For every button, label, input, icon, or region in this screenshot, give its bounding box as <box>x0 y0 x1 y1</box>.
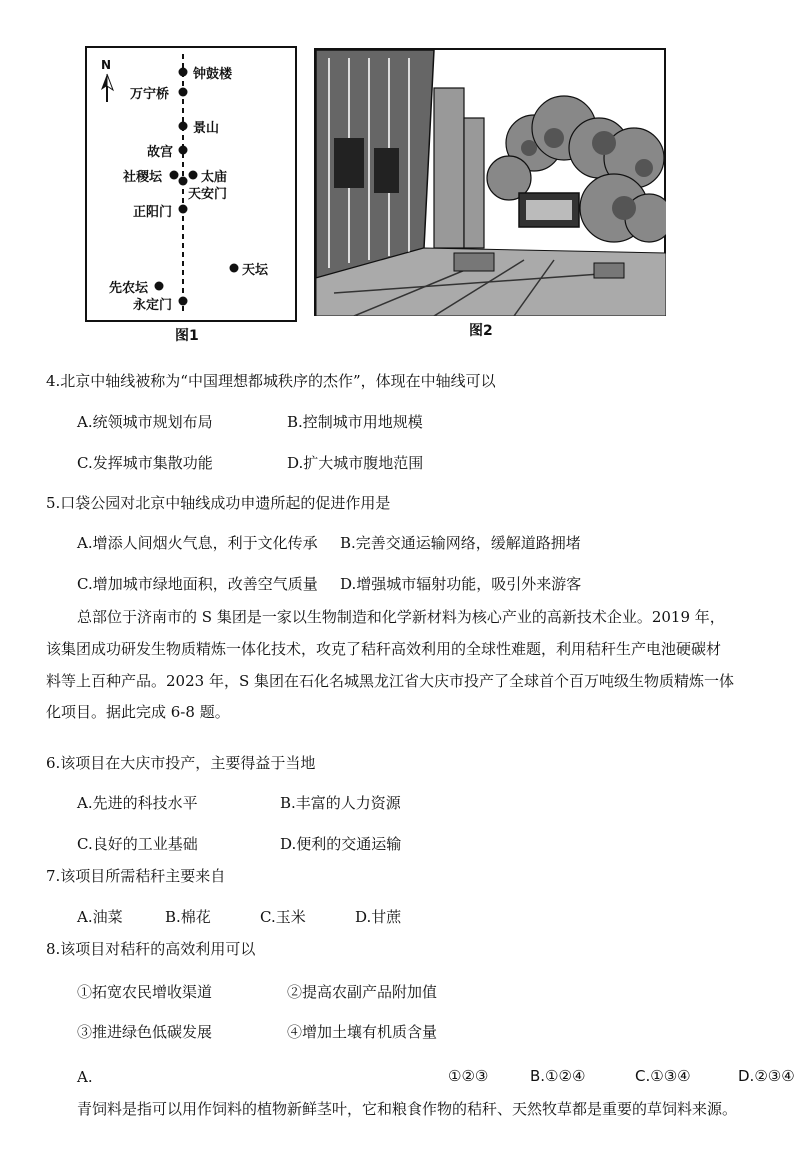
north-label: N <box>101 58 112 72</box>
label-zhengyangmen: 正阳门 <box>133 205 173 220</box>
q4-option-a: A.统领城市规划布局 <box>77 413 213 431</box>
label-wanningqiao: 万宁桥 <box>130 87 170 102</box>
q6-stem: 6.该项目在大庆市投产，主要得益于当地 <box>46 754 316 772</box>
q7-stem: 7.该项目所需秸秆主要来自 <box>46 867 226 885</box>
q8-option-b: B.①②④ <box>530 1067 586 1085</box>
passage-line-3: 料等上百种产品。2023 年，S 集团在石化名城黑龙江省大庆市投产了全球首个百万吨级生物质精炼一体 <box>46 672 734 690</box>
figure1-map <box>85 46 297 322</box>
point-wanningqiao <box>179 88 188 97</box>
q4-stem: 4.北京中轴线被称为“中国理想都城秩序的杰作”，体现在中轴线可以 <box>46 372 496 390</box>
figure1-caption: 图1 <box>175 328 199 344</box>
label-gugong: 故宫 <box>147 145 174 160</box>
q4-option-d: D.扩大城市腹地范围 <box>287 454 424 472</box>
q8-option-c: C.①③④ <box>635 1067 691 1085</box>
point-zhengyangmen <box>179 205 188 214</box>
passage-line-1: 总部位于济南市的 S 集团是一家以生物制造和化学新材料为核心产业的高新技术企业。2019 年， <box>77 608 725 626</box>
q8-item-3: ③推进绿色低碳发展 <box>77 1023 213 1041</box>
point-yongdingmen <box>179 297 188 306</box>
passage-line-2: 该集团成功研发生物质精炼一体化技术，攻克了秸秆高效利用的全球性难题，利用秸秆生产电池硬碳材 <box>46 640 722 658</box>
point-xiannongtan <box>155 282 164 291</box>
q8-option-a-label: A. <box>77 1068 93 1086</box>
label-xiannongtan: 先农坛 <box>109 281 149 296</box>
point-tiananmen <box>179 177 188 186</box>
point-shejitan <box>170 171 179 180</box>
point-tiantan <box>230 264 239 273</box>
q7-option-a: A.油菜 <box>77 908 123 926</box>
label-shejitan: 社稷坛 <box>123 170 163 185</box>
q8-item-2: ②提高农副产品附加值 <box>287 983 438 1001</box>
q6-option-a: A.先进的科技水平 <box>77 794 198 812</box>
figure2-caption: 图2 <box>469 323 493 339</box>
q5-option-d: D.增强城市辐射功能，吸引外来游客 <box>340 575 582 593</box>
q8-option-d: D.②③④ <box>738 1067 795 1085</box>
figure2-illustration <box>314 48 666 316</box>
q4-option-b: B.控制城市用地规模 <box>287 413 423 431</box>
label-jingshan: 景山 <box>193 121 220 136</box>
q5-stem: 5.口袋公园对北京中轴线成功申遗所起的促进作用是 <box>46 494 391 512</box>
q8-stem: 8.该项目对秸秆的高效利用可以 <box>46 940 256 958</box>
point-taimiao <box>189 171 198 180</box>
north-arrow-icon <box>101 74 113 102</box>
q5-option-a: A.增添人间烟火气息，利于文化传承 <box>77 534 318 552</box>
point-gugong <box>179 146 188 155</box>
q8-item-1: ①拓宽农民增收渠道 <box>77 983 213 1001</box>
q5-option-c: C.增加城市绿地面积，改善空气质量 <box>77 575 318 593</box>
passage-next-line: 青饲料是指可以用作饲料的植物新鲜茎叶，它和粮食作物的秸秆、天然牧草都是重要的草饲料来源。 <box>77 1100 738 1118</box>
q8-item-4: ④增加土壤有机质含量 <box>287 1023 438 1041</box>
point-zhonggulou <box>179 68 188 77</box>
label-tiantan: 天坛 <box>242 263 269 278</box>
q7-option-b: B.棉花 <box>165 908 211 926</box>
q5-option-b: B.完善交通运输网络，缓解道路拥堵 <box>340 534 581 552</box>
q7-option-d: D.甘蔗 <box>355 908 402 926</box>
q7-option-c: C.玉米 <box>260 908 306 926</box>
q8-option-a-value: ①②③ <box>448 1067 489 1085</box>
q4-option-c: C.发挥城市集散功能 <box>77 454 213 472</box>
label-yongdingmen: 永定门 <box>133 298 173 313</box>
point-jingshan <box>179 122 188 131</box>
q6-option-c: C.良好的工业基础 <box>77 835 198 853</box>
label-zhonggulou: 钟鼓楼 <box>193 67 233 82</box>
pocket-park-sketch <box>314 48 666 316</box>
q6-option-d: D.便利的交通运输 <box>280 835 402 853</box>
label-taimiao: 太庙 <box>201 170 228 185</box>
q6-option-b: B.丰富的人力资源 <box>280 794 401 812</box>
label-tiananmen: 天安门 <box>188 187 228 202</box>
passage-line-4: 化项目。据此完成 6-8 题。 <box>46 703 230 721</box>
